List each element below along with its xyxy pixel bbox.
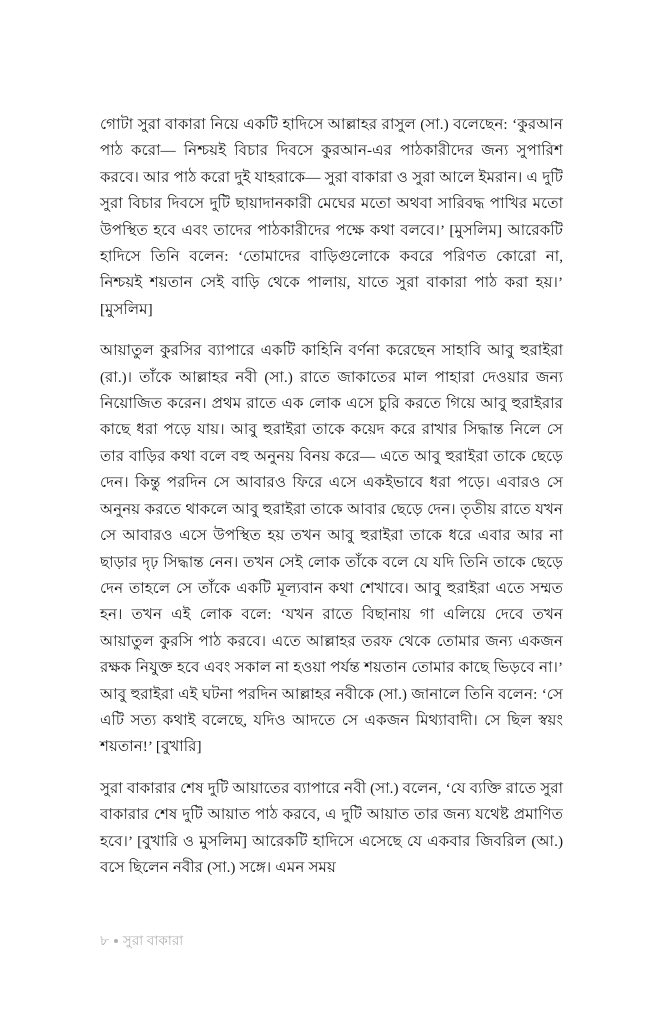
body-text-column bbox=[100, 112, 563, 881]
page-footer bbox=[100, 932, 183, 950]
footer-chapter-title: সুরা বাকারা bbox=[122, 933, 184, 948]
paragraph-1: গোটা সুরা বাকারা নিয়ে একটি হাদিসে আল্লাহর রাসুল (সা.) বলেছেন: ‘কুরআন পাঠ করো— নিশ্চয়ই বিচার দিবসে কুরআন-এর পাঠকারীদের জন্য সুপারিশ করবে। আর পাঠ করো দুই যাহরাকে— সুরা বাকারা ও সুরা আলে ইমরান। এ দুটি সুরা বিচার দিবসে দুটি ছায়াদানকারী মেঘের মতো অথবা সারিবদ্ধ পাখির মতো উপস্থিত হবে এবং তাদের পাঠকারীদের পক্ষে কথা বলবে।’ [মুসলিম] আরেকটি হাদিসে তিনি বলেন: ‘তোমাদের বাড়িগুলোকে কবরে পরিণত কোরো না, নিশ্চয়ই শয়তান সেই বাড়ি থেকে পালায়, যাতে সুরা বাকারা পাঠ করা হয়।’ [মুসলিম] bbox=[100, 116, 563, 318]
footer-page-number: ৮ bbox=[100, 933, 109, 948]
paragraph-3: সুরা বাকারার শেষ দুটি আয়াতের ব্যাপারে নবী (সা.) বলেন, ‘যে ব্যক্তি রাতে সুরা বাকারার শেষ দুটি আয়াত পাঠ করবে, এ দুটি আয়াত তার জন্য যথেষ্ট প্রমাণিত হবে।’ [বুখারি ও মুসলিম] আরেকটি হাদিসে এসেছে যে একবার জিবরিল (আ.) বসে ছিলেন নবীর (সা.) সঙ্গে। এমন সময় bbox=[100, 779, 563, 876]
paragraph-2: আয়াতুল কুরসির ব্যাপারে একটি কাহিনি বর্ণনা করেছেন সাহাবি আবু হুরাইরা (রা.)। তাঁকে আল্লাহর নবী (সা.) রাতে জাকাতের মাল পাহারা দেওয়ার জন্য নিয়োজিত করেন। প্রথম রাতে এক লোক এসে চুরি করতে গিয়ে আবু হুরাইরার কাছে ধরা পড়ে যায়। আবু হুরাইরা তাকে কয়েদ করে রাখার সিদ্ধান্ত নিলে সে তার বাড়ির কথা বলে বহু অনুনয় বিনয় করে— এতে আবু হুরাইরা তাকে ছেড়ে দেন। কিন্তু পরদিন সে আবারও ফিরে এসে একইভাবে ধরা পড়ে। এবারও সে অনুনয় করতে থাকলে আবু হুরাইরা তাকে আবার ছেড়ে দেন। তৃতীয় রাতে যখন সে আবারও এসে উপস্থিত হয় তখন আবু হুরাইরা তাকে ধরে এবার আর না ছাড়ার দৃঢ় সিদ্ধান্ত নেন। তখন সেই লোক তাঁকে বলে যে যদি তিনি তাকে ছেড়ে দেন তাহলে সে তাঁকে একটি মূল্যবান কথা শেখাবে। আবু হুরাইরা এতে সম্মত হন। তখন এই লোক বলে: ‘যখন রাতে বিছানায় গা এলিয়ে দেবে তখন আয়াতুল কুরসি পাঠ করবে। এতে আল্লাহর তরফ থেকে তোমার জন্য একজন রক্ষক নিযুক্ত হবে এবং সকাল না হওয়া পর্যন্ত শয়তান তোমার কাছে ভিড়বে না।’ আবু হুরাইরা এই ঘটনা পরদিন আল্লাহর নবীকে (সা.) জানালে তিনি বলেন: ‘সে এটি সত্য কথাই বলেছে, যদিও আদতে সে একজন মিথ্যাবাদী। সে ছিল স্বয়ং শয়তান!’ [বুখারি] bbox=[100, 342, 563, 756]
bullet-separator-icon bbox=[114, 939, 118, 943]
